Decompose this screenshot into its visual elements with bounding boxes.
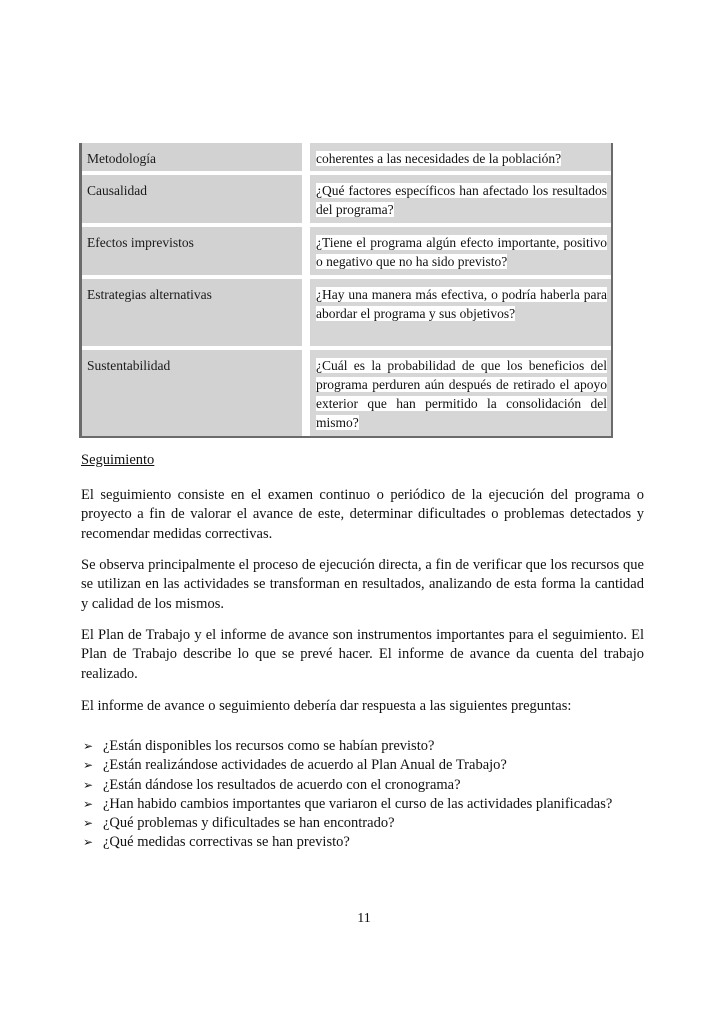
arrowhead-bullet-icon: ➢ [83,758,94,773]
criterion-label: Metodología [82,143,302,171]
paragraph: El informe de avance o seguimiento debería dar respuesta a las siguientes preguntas: [81,698,572,714]
list-item: ➢ ¿Están dándose los resultados de acuerdo con el cronograma? [81,776,644,795]
arrowhead-bullet-icon: ➢ [83,739,94,753]
list-item: ➢ ¿Están disponibles los recursos como se habían previsto? [81,737,644,756]
criterion-question: ¿Qué factores específicos han afectado los resultados del programa? [310,175,611,223]
criterion-label: Estrategias alternativas [82,279,302,346]
paragraph: El Plan de Trabajo y el informe de avance son instrumentos importantes para el seguimiento. El Plan de Trabajo describe lo que se prevé hacer. El informe de avance da cuenta del trabajo realizado. [81,627,644,682]
paragraph: El seguimiento consiste en el examen continuo o periódico de la ejecución del programa o proyecto a fin de valorar el avance de este, determinar dificultades o problemas detectados y recomendar medidas correctivas. [81,487,644,542]
list-item: ➢ ¿Qué medidas correctivas se han previsto? [81,833,644,852]
arrowhead-bullet-icon: ➢ [83,816,94,831]
criterion-label: Efectos imprevistos [82,227,302,275]
table-row [82,279,611,346]
page-number: 11 [357,911,371,926]
criterion-question: coherentes a las necesidades de la población? [310,143,611,171]
arrowhead-bullet-icon: ➢ [83,777,94,792]
table-row [82,350,611,436]
criterion-question: ¿Tiene el programa algún efecto importante, positivo o negativo que no ha sido previsto? [310,227,611,275]
section-heading: Seguimiento [81,452,155,468]
evaluation-criteria-table [79,143,613,438]
table-row [82,227,611,275]
criterion-label: Causalidad [82,175,302,223]
question-list [81,737,644,853]
arrowhead-bullet-icon: ➢ [83,796,94,811]
list-item: ➢ ¿Están realizándose actividades de acuerdo al Plan Anual de Trabajo? [81,756,644,775]
criterion-question: ¿Hay una manera más efectiva, o podría haberla para abordar el programa y sus objetivos? [310,279,611,346]
paragraph: Se observa principalmente el proceso de ejecución directa, a fin de verificar que los recursos que se utilizan en las actividades se transforman en resultados, analizando de esta forma la cantidad y calidad de los mismos. [81,557,644,612]
table-row [82,143,611,171]
criterion-label: Sustentabilidad [82,350,302,436]
table-row [82,175,611,223]
list-item: ➢ ¿Han habido cambios importantes que variaron el curso de las actividades planificadas? [81,795,644,814]
list-item: ➢ ¿Qué problemas y dificultades se han encontrado? [81,814,644,833]
criterion-question: ¿Cuál es la probabilidad de que los beneficios del programa perduren aún después de retirado el apoyo exterior que han permitido la consolidación del mismo? [310,350,611,436]
arrowhead-bullet-icon: ➢ [83,835,94,850]
